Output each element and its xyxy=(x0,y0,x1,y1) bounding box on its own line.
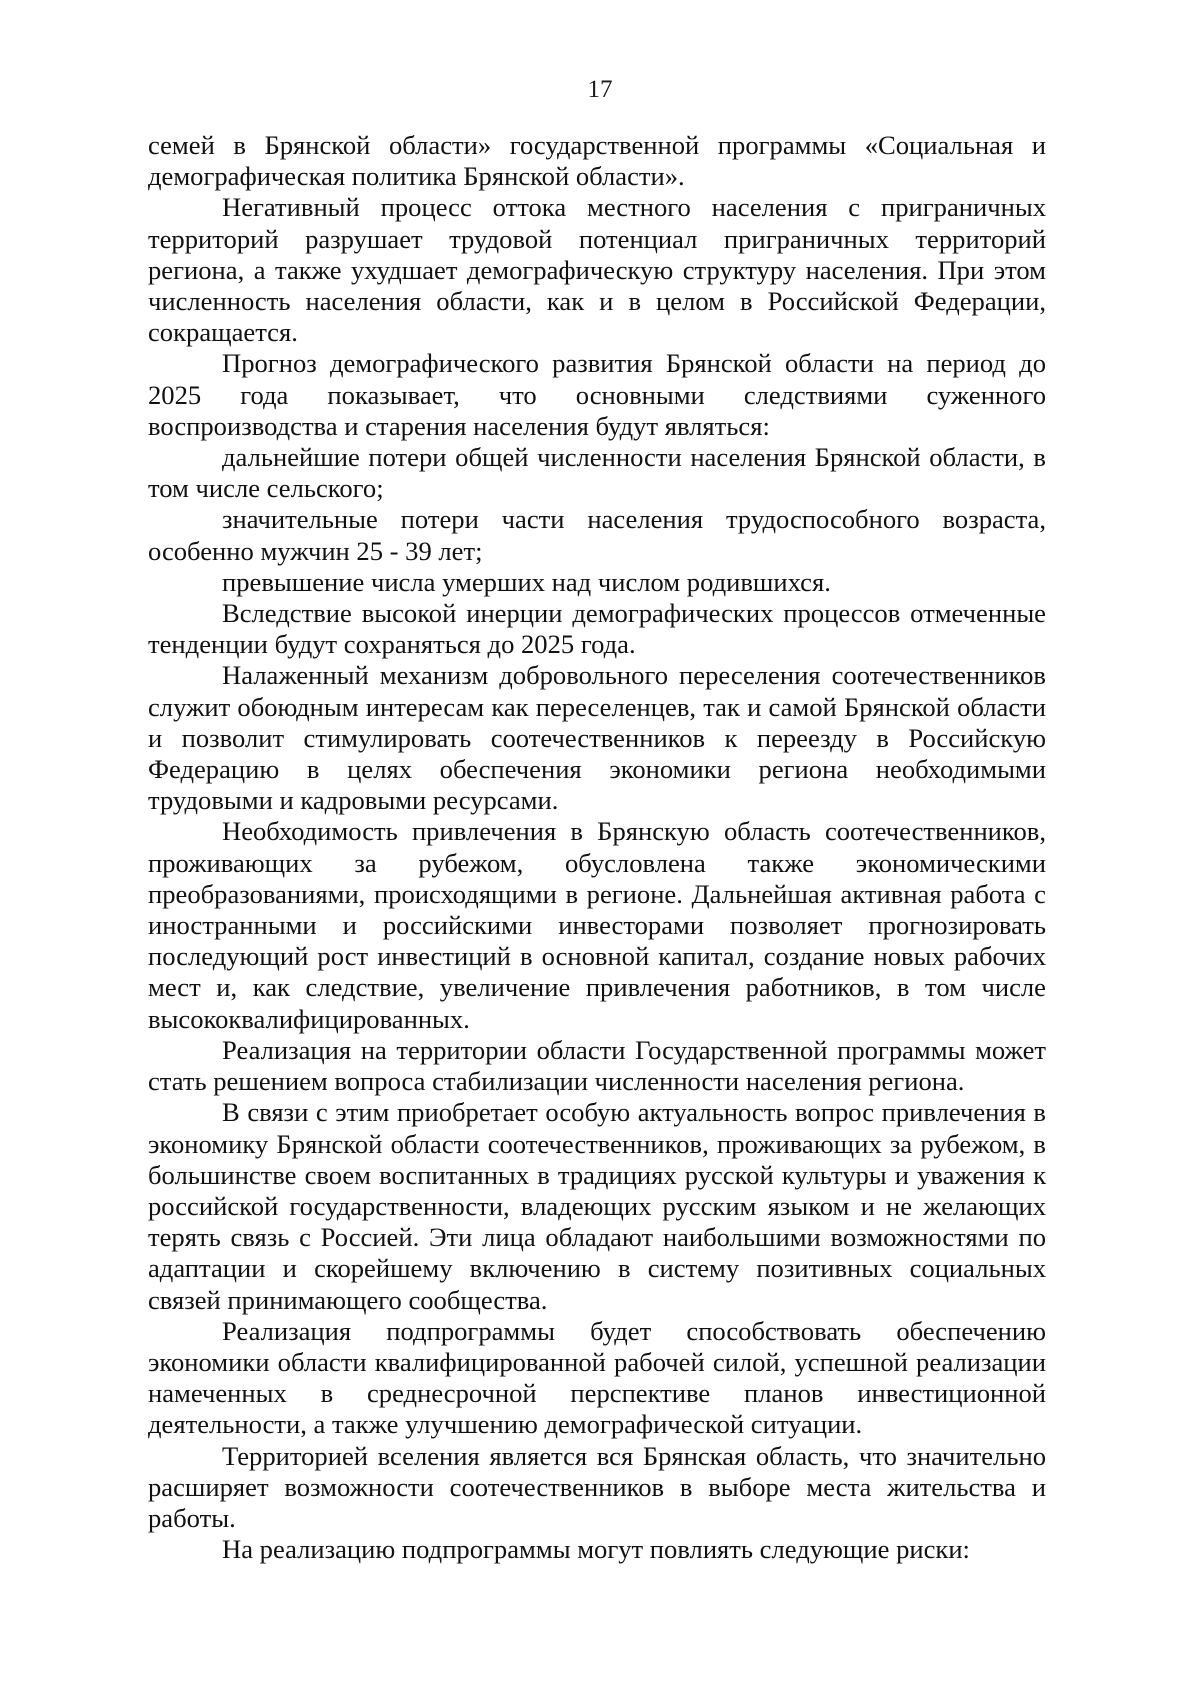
page-number: 17 xyxy=(587,76,613,103)
paragraph: значительные потери части населения трудоспособного возраста, особенно мужчин 25 - 39 лет; xyxy=(148,504,1046,566)
paragraph: Вследствие высокой инерции демографических процессов отмеченные тенденции будут сохраняться до 2025 года. xyxy=(148,598,1046,660)
document-body xyxy=(148,130,1046,1565)
paragraph: семей в Брянской области» государственной программы «Социальная и демографическая политика Брянской области». xyxy=(148,130,1046,192)
paragraph: На реализацию подпрограммы могут повлиять следующие риски: xyxy=(222,1534,970,1565)
paragraph: Налаженный механизм добровольного переселения соотечественников служит обоюдным интересам как переселенцев, так и самой Брянской области и позволит стимулировать соотечественников к переезду в Российскую Федерацию в целях обеспечения экономики региона необходимыми трудовыми и кадровыми ресурсами. xyxy=(148,660,1046,816)
paragraph: дальнейшие потери общей численности населения Брянской области, в том числе сельского; xyxy=(148,442,1046,504)
paragraph: превышение числа умерших над числом родившихся. xyxy=(222,566,831,597)
paragraph: Реализация подпрограммы будет способствовать обеспечению экономики области квалифицированной рабочей силой, успешной реализации намеченных в среднесрочной перспективе планов инвестиционной деятельности, а также улучшению демографической ситуации. xyxy=(148,1315,1046,1440)
paragraph: В связи с этим приобретает особую актуальность вопрос привлечения в экономику Брянской области соотечественников, проживающих за рубежом, в большинстве своем воспитанных в традициях русской культуры и уважения к российской государственности, владеющих русским языком и не желающих терять связь с Россией. Эти лица обладают наибольшими возможностями по адаптации и скорейшему включению в систему позитивных социальных связей принимающего сообщества. xyxy=(148,1097,1046,1315)
paragraph: Реализация на территории области Государственной программы может стать решением вопроса стабилизации численности населения региона. xyxy=(148,1034,1046,1097)
paragraph: Необходимость привлечения в Брянскую область соотечественников, проживающих за рубежом, обусловлена также экономическими преобразованиями, происходящими в регионе. Дальнейшая активная работа с иностранными и российскими инвесторами позволяет прогнозировать последующий рост инвестиций в основной капитал, создание новых рабочих мест и, как следствие, увеличение привлечения работников, в том числе высококвалифицированных. xyxy=(148,816,1046,1034)
paragraph: Прогноз демографического развития Брянской области на период до 2025 года показывает, что основными следствиями суженного воспроизводства и старения населения будут являться: xyxy=(148,348,1046,441)
paragraph: Негативный процесс оттока местного населения с приграничных территорий разрушает трудовой потенциал приграничных территорий региона, а также ухудшает демографическую структуру населения. При этом численность населения области, как и в целом в Российской Федерации, сокращается. xyxy=(148,192,1046,348)
paragraph: Территорией вселения является вся Брянская область, что значительно расширяет возможности соотечественников в выборе места жительства и работы. xyxy=(148,1440,1046,1533)
